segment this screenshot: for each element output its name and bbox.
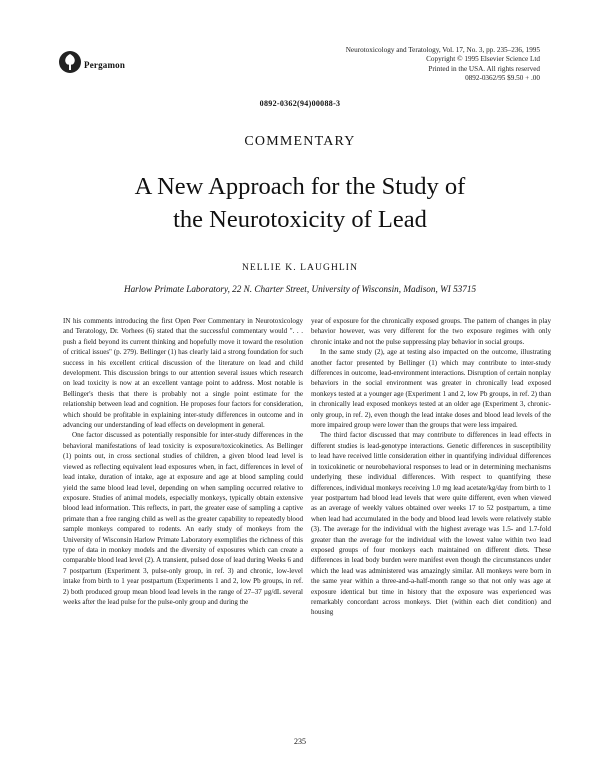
left-paragraph-2: One factor discussed as potentially responsible for inter-study differences in the behavioral manifestations of lead toxicity is exposure/toxicokinetics. As Bellinger (1) points out, in cross sectional studies of children, a given blood lead level is viewed as reflecting equivalent lead exposures when, in fact, differences in level of lead intake, duration of intake, age at exposure and age at blood sampling could yield the same blood lead level, depending on when sampling occurred relative to exposure. Studies of animal models, especially monkeys, typically obtain extensive blood lead information. This reflects, in part, the greater ease of sampling a captive primate than a free ranging child as well as the greater capability to repeatedly blood sample monkeys compared to rodents. An early study of monkeys from the University of Wisconsin Harlow Primate Laboratory exemplifies the richness of this type of data in monkey models and the diversity of exposures which can create a comparable blood lead level (2). A transient, pulsed dose of lead during Weeks 6 and 7 postpartum (Experiment 3, pulse-only group, in ref. 3) and chronic, low-level intake from birth to 1 year postpartum (Experiments 1 and 2, low Pb groups, in ref. 2) both produced group mean blood lead levels in the range of 27–37 µg/dL several weeks after the lead pulse for the pulse-only group and during the [63,431,303,606]
elsevier-tree-logo [58,50,82,74]
right-paragraph-2: In the same study (2), age at testing also impacted on the outcome, illustrating another factor presented by Bellinger (1) which may contribute to inter-study differences in outcome, lead-environment interactions. Disruption of certain nonplay behaviors in the social environment was greater in chronically lead exposed monkeys tested at a younger age (Experiment 1 and 2, low Pb groups, in ref. 2) than in chronically lead exposed monkeys tested at an older age (Experiment 3, chronic-only group, in ref. 2), even though the lead intake doses and blood lead levels of the more impaired group were lower than the groups that were less impaired. [311,348,551,430]
right-paragraph-3: The third factor discussed that may contribute to differences in lead effects in different studies is lead-genotype interactions. Genetic differences in susceptibility to lead have received little consideration either in quantifying individual differences in toxicokinetic or neurobehavioral responses to lead or in determining mechanisms underlying these individual differences. With respect to quantifying these differences, individual monkeys receiving 1.0 mg lead acetate/kg/day from birth to 1 year postpartum had blood lead levels that were quite different, even when viewed as an average of weekly values obtained over weeks 17 to 52 postpartum, a time when lead had accumulated in the body and blood lead levels were relatively stable (3). The average for the individual with the highest average was 1.5- and 1.7-fold greater than the average for the individual with the lowest value within two lead exposed groups of four monkeys each maintained on different diets. These differences in lead body burden were manifest even though the circumstances under which the lead was administered was amazingly similar. All monkeys were born in the same year within a three-and-a-half-month range so that not only was age at exposure identical but time in history that the exposure was experienced was remarkably concordant across monkeys. Diet (within each diet condition) and housing [311,431,551,617]
right-column [311,316,551,618]
publisher-name: Pergamon [84,60,126,70]
issn-line: 0892-0362/95 $9.50 + .00 [465,73,540,82]
left-column [63,316,303,607]
journal-citation: Neurotoxicology and Teratology, Vol. 17, No. 3, pp. 235–236, 1995 [345,46,540,54]
copyright-line: Copyright © 1995 Elsevier Science Ltd [426,55,540,64]
page-number: 235 [294,737,306,746]
title-line-1: A New Approach for the Study of [134,173,466,200]
left-paragraph-1: IN his comments introducing the first Open Peer Commentary in Neurotoxicology and Teratology, Dr. Vorhees (6) stated that the successful commentary would ". . . push a field beyond its current thinking and hopefully move it toward the resolution of critical issues" (p. 279). Bellinger (1) has clearly laid a strong foundation for such success in his excellent critical discussion of the literature on lead and child development. This discussion brings to our attention several issues which research on lead toxicity is now at an excellent vantage point to address. Most notable is Bellinger's thesis that there is probably not a single point estimate for the relationship between lead and cognition. He proposes four factors for consideration, which should be profitable in explaining inter-study differences in outcome and in advancing our understanding of lead effects on development in general. [63,317,303,430]
printed-line: Printed in the USA. All rights reserved [428,64,540,73]
article-title [0,170,600,236]
document-identifier: 0892-0362(94)00088-3 [259,99,341,108]
author-affiliation: Harlow Primate Laboratory, 22 N. Charter Street, University of Wisconsin, Madison, WI 53715 [123,284,477,294]
right-paragraph-1: year of exposure for the chronically exposed groups. The pattern of changes in play behavior however, was very different for the two exposure regimes with only chronic intake and not the pulse suppressing play behavior in social groups. [311,317,551,346]
journal-info [240,46,540,83]
section-label: COMMENTARY [244,134,356,149]
author-name: NELLIE K. LAUGHLIN [241,263,359,273]
title-line-2: the Neurotoxicity of Lead [173,206,427,233]
